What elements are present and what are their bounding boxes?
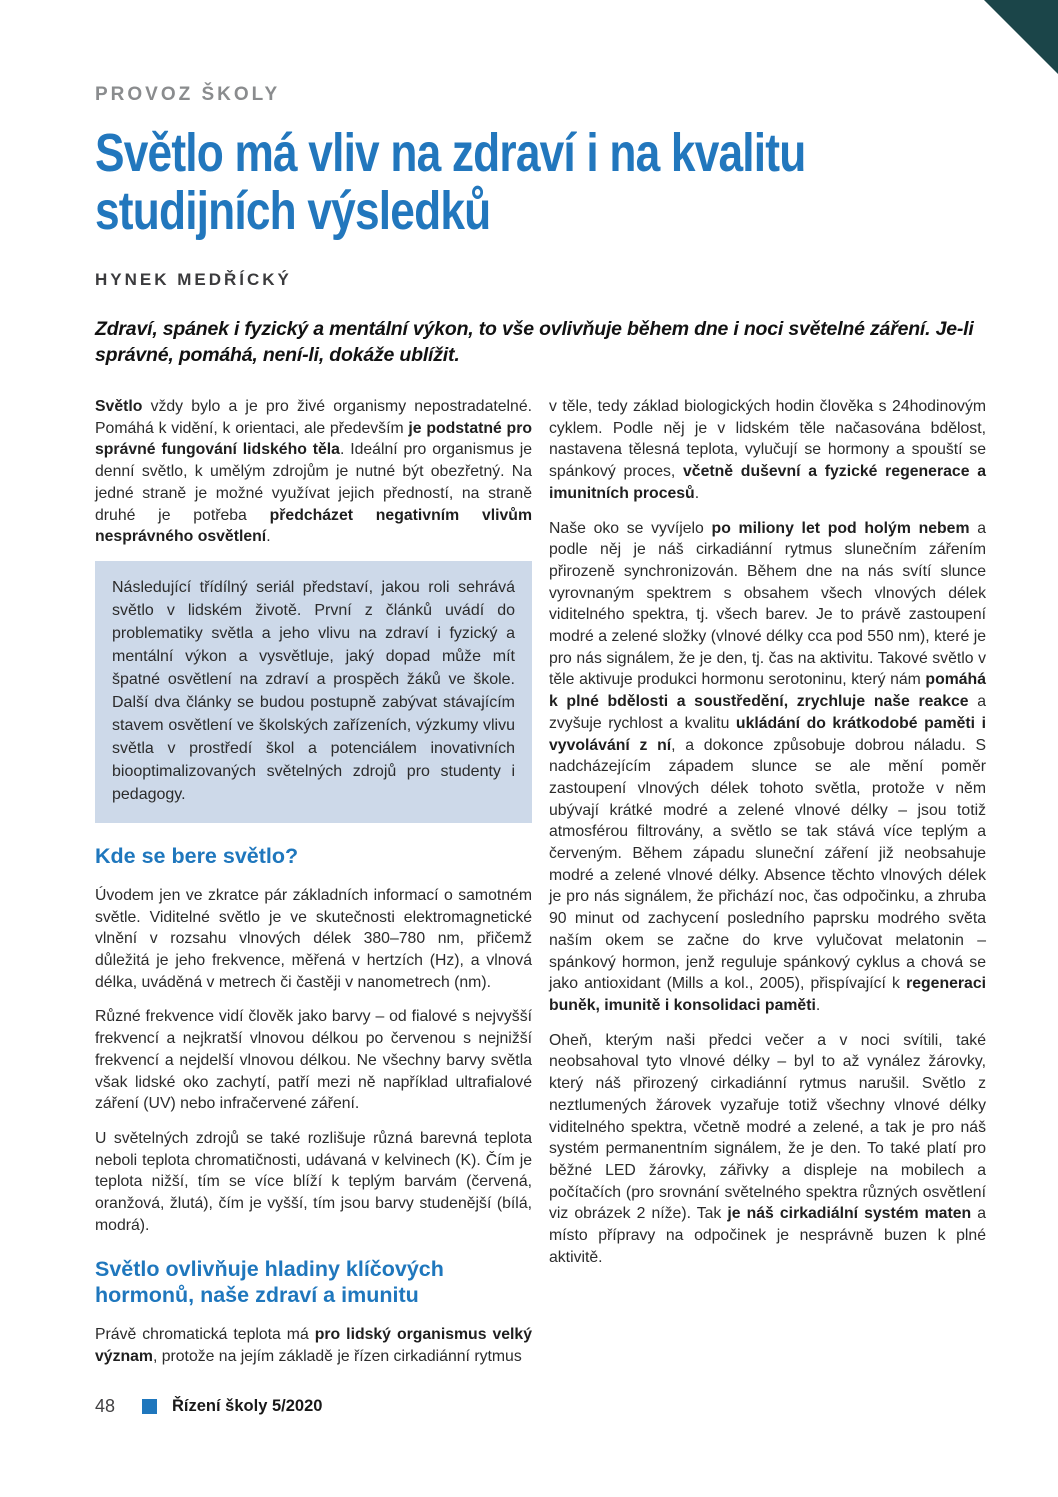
- series-intro-box: [95, 561, 532, 823]
- section-heading-kde-se-bere-svetlo: Kde se bere světlo?: [95, 843, 299, 868]
- section-label: PROVOZ ŠKOLY: [95, 84, 281, 105]
- intro-box-text: Následující třídílný seriál představí, jakou roli sehrává světlo v lidském životě. První z článků uvádí do problematiky světla a jeho vlivu na zdraví i fyzický a mentální výkon a vysvětluje, jaký dopad může mít špatné osvětlení na zdraví a prospěch žáků ve škole. Další dva články se budou postupně zabývat stávajícím stavem osvětlení ve školských zařízeních, výzkumy vlivu světla v prostředí škol a potenciálem inovativních biooptimalizovaných světelných zdrojů pro studenty i pedagogy.: [112, 578, 515, 803]
- left-column: [95, 396, 532, 1381]
- corner-triangle-icon: [984, 0, 1058, 74]
- lede-paragraph: Zdraví, spánek i fyzický a mentální výkon, to vše ovlivňuje během dne i noci světelné záření. Je-li správné, pomáhá, není-li, dokáže ublížit.: [95, 318, 974, 366]
- paragraph: v těle, tedy základ biologických hodin člověka s 24hodinovým cyklem. Podle něj je v lidském těle načasována bdělost, nastavena tělesná teplota, vylučují se hormony a spouští se spánkový proces, včetně duševní a fyzické regenerace a imunitních procesů.: [549, 398, 986, 502]
- article-title: [95, 124, 987, 240]
- paragraph: Právě chromatická teplota má pro lidský organismus velký význam, protože na jejím základě je řízen cirkadiánní rytmus: [95, 1326, 533, 1366]
- paragraph: Světlo vždy bylo a je pro živé organismy nepostradatelné. Pomáhá k vidění, k orientaci, ale především je podstatné pro správné fungování lidského těla. Ideální pro organismus je denní světlo, k umělým zdrojům je nutné být obezřetný. Na jedné straně je možné využívat jejich předností, na straně druhé je potřeba předcházet negativním vlivům nesprávného osvětlení.: [95, 398, 532, 546]
- section-heading-svetlo-ovlivnuje-hormony: Světlo ovlivňuje hladiny klíčových hormonů, naše zdraví a imunitu: [95, 1257, 444, 1308]
- paragraph: Úvodem jen ve zkratce pár základních informací o samotném světle. Viditelné světlo je ve skutečnosti elektromagnetické vlnění v rozsahu vlnových délek 380–780 nm, přičemž důležitá je jeho frekvence, měřená v hertzích (Hz), a vlnová délka, uváděná v metrech či častěji v nanometrech (nm).: [95, 886, 532, 991]
- page-content: [95, 0, 987, 1381]
- page-number: 48: [95, 1396, 116, 1416]
- page-footer: [95, 1396, 322, 1417]
- journal-title: Řízení školy 5/2020: [172, 1397, 323, 1415]
- two-column-body: [95, 396, 987, 1381]
- title-line-2: studijních výsledků: [95, 181, 491, 241]
- paragraph: Různé frekvence vidí člověk jako barvy – od fialové s nejvyšší frekvencí a nejkratší vlnovou délkou po červenou s nejnižší frekvencí a nejdelší vlnovou délkou. Ne všechny barvy světla však lidské oko zachytí, patří mezi ně například ultrafialové záření (UV) nebo infračervené záření.: [95, 1008, 532, 1113]
- bullet-square-icon: [142, 1399, 157, 1414]
- paragraph: Oheň, kterým naši předci večer a v noci svítili, také neobsahoval tyto vlnové délky – byl to až vynález žárovky, který náš přirozený cirkadiánní rytmus narušil. Světlo z neztlumených žárovek vyzařuje totiž všechny vlnové délky viditelného spektra, včetně modré a zelené, a tak je pro náš systém permanentním signálem, že je den. To také platí pro běžné LED žárovky, zářivky a displeje na mobilech a počítačích (pro srovnání světelného spektra různých osvětlení viz obrázek 2 níže). Tak je náš cirkadiální systém maten a místo přípravy na odpočinek je nesprávně buzen k plné aktivitě.: [549, 1031, 986, 1266]
- title-line-1: Světlo má vliv na zdraví i na kvalitu: [95, 123, 806, 183]
- paragraph: Naše oko se vyvíjelo po miliony let pod holým nebem a podle něj je náš cirkadiánní rytmus slunečním zářením přirozeně synchronizován. Během dne na nás svítí slunce vyrovnaným spektrem s obsahem všech vlnových délek viditelného spektra, tj. všech barev. Je to právě zastoupení modré a zelené složky (vlnové délky cca pod 550 nm), které je pro nás signálem, že je den, tj. čas na aktivitu. Takové světlo v těle aktivuje produkci hormonu serotoninu, který nám pomáhá k plné bdělosti a soustředění, zrychluje naše reakce a zvyšuje rychlost a kvalitu ukládání do krátkodobé paměti i vyvolávání z ní, a dokonce způsobuje dobrou náladu. S nadcházejícím západem slunce se ale mění poměr zastoupení vlnových délek tohoto světla, protože v něm ubývají krátké modré a zelené vlnové délky – jsou totiž atmosférou filtrovány, a světlo se tak stává více teplým a červeným. Během západu sluneční záření již neobsahuje modré a zelené vlnové délky. Absence těchto vlnových délek je pro nás signálem, že přichází noc, čas odpočinku, a zhruba 90 minut od zachycení posledního paprsku modrého světa naším okem se začne do krve vylučovat melatonin – spánkový hormon, jenž reguluje spánkový cyklus a chová se jako antioxidant (Mills a kol., 2005), přispívající k regeneraci buněk, imunitě i konsolidaci paměti.: [549, 519, 987, 1014]
- paragraph: U světelných zdrojů se také rozlišuje různá barevná teplota neboli teplota chromatičnosti, udávaná v kelvinech (K). Čím je teplota nižší, tím se více blíží k teplým barvám (červená, oranžová, žlutá), čím je vyšší, tím jsou barvy studenější (bílá, modrá).: [95, 1129, 532, 1234]
- right-column: [549, 396, 986, 1381]
- author-name: HYNEK MEDŘÍCKÝ: [95, 270, 292, 289]
